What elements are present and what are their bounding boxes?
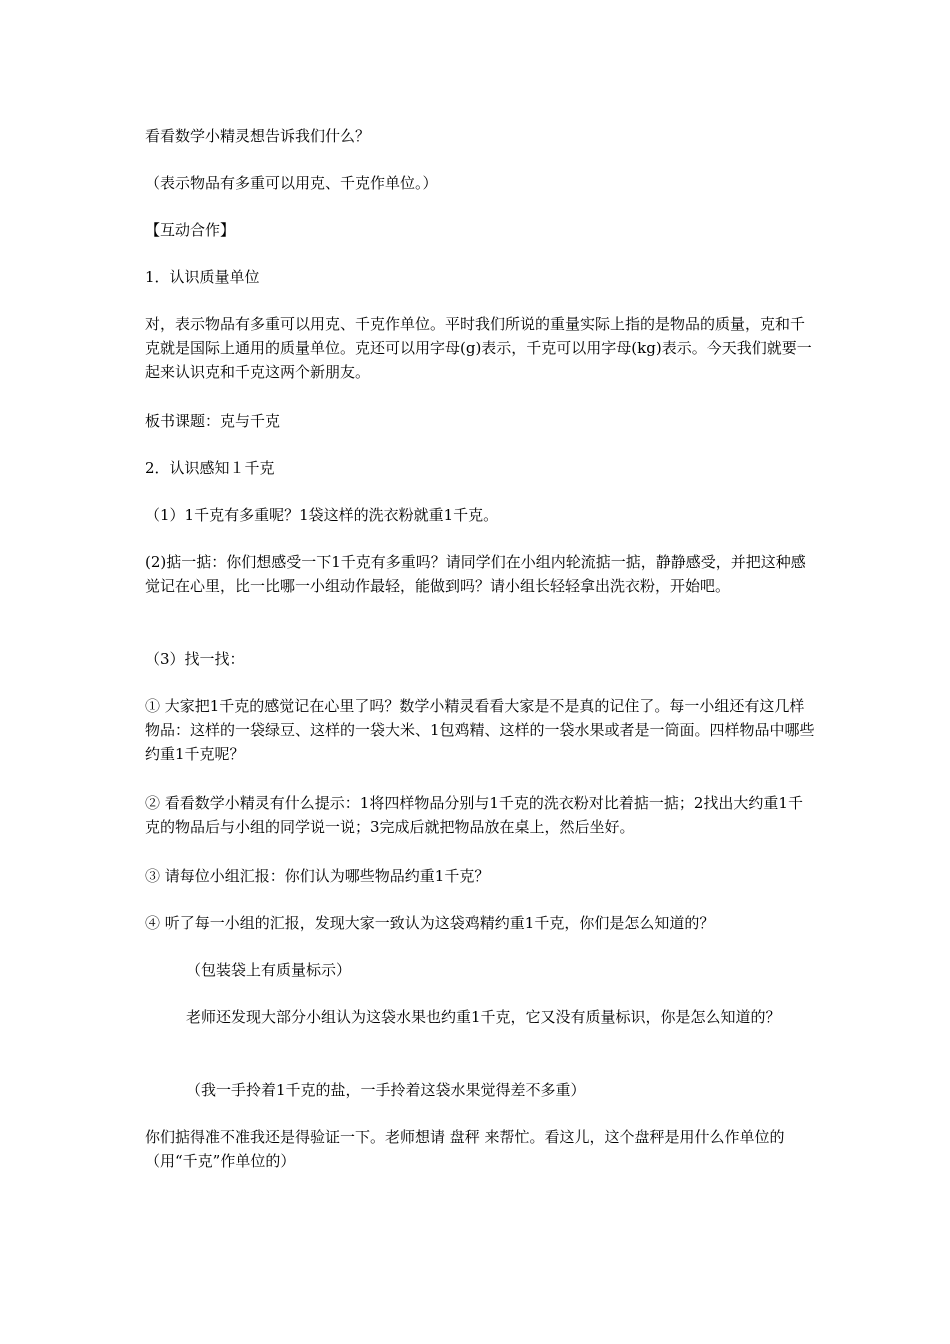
item-2: ② 看看数学小精灵有什么提示：1将四样物品分别与1千克的洗衣粉对比着掂一掂；2找出大约重1千克的物品后与小组的同学说一说；3完成后就把物品放在桌上，然后坐好。 xyxy=(145,794,803,836)
lesson-title-line: 板书课题：克与千克 xyxy=(145,412,281,430)
scale-verification: 你们掂得准不准我还是得验证一下。老师想请 盘秤 来帮忙。看这儿，这个盘秤是用什么作单位的（用“千克”作单位的） xyxy=(145,1128,785,1170)
substep-2: (2)掂一掂：你们想感受一下1千克有多重吗？请同学们在小组内轮流掂一掂，静静感受，并把这种感觉记在心里，比一比哪一小组动作最轻，能做到吗？请小组长轻轻拿出洗衣粉，开始吧。 xyxy=(145,553,806,595)
item-1: ① 大家把1千克的感觉记在心里了吗？数学小精灵看看大家是不是真的记住了。每一小组还有这几样物品：这样的一袋绿豆、这样的一袋大米、1包鸡精、这样的一袋水果或者是一筒面。四样物品中哪些约重1千克呢？ xyxy=(145,697,815,763)
answer-salt: （我一手拎着1千克的盐，一手拎着这袋水果觉得差不多重） xyxy=(186,1081,586,1099)
mass-unit-paragraph: 对，表示物品有多重可以用克、千克作单位。平时我们所说的重量实际上指的是物品的质量，克和千克就是国际上通用的质量单位。克还可以用字母(g)表示，千克可以用字母(kg)表示。今天我们就要一起来认识克和千克这两个新朋友。 xyxy=(145,315,812,381)
teacher-fruit-question: 老师还发现大部分小组认为这袋水果也约重1千克，它又没有质量标识，你是怎么知道的？ xyxy=(186,1008,781,1026)
substep-3-heading: （3）找一找： xyxy=(145,650,245,668)
intro-question: 看看数学小精灵想告诉我们什么？ xyxy=(145,127,371,145)
intro-answer: （表示物品有多重可以用克、千克作单位。） xyxy=(145,174,438,192)
item-3: ③ 请每位小组汇报：你们认为哪些物品约重1千克？ xyxy=(145,867,490,885)
step-1-heading: 1．认识质量单位 xyxy=(145,268,260,286)
section-heading-interactive: 【互动合作】 xyxy=(145,221,236,239)
substep-1: （1）1千克有多重呢？1袋这样的洗衣粉就重1千克。 xyxy=(145,506,499,524)
step-2-heading: 2．认识感知１千克 xyxy=(145,459,275,477)
item-4: ④ 听了每一小组的汇报，发现大家一致认为这袋鸡精约重1千克，你们是怎么知道的？ xyxy=(145,914,715,932)
answer-packaging: （包装袋上有质量标示） xyxy=(186,961,352,979)
